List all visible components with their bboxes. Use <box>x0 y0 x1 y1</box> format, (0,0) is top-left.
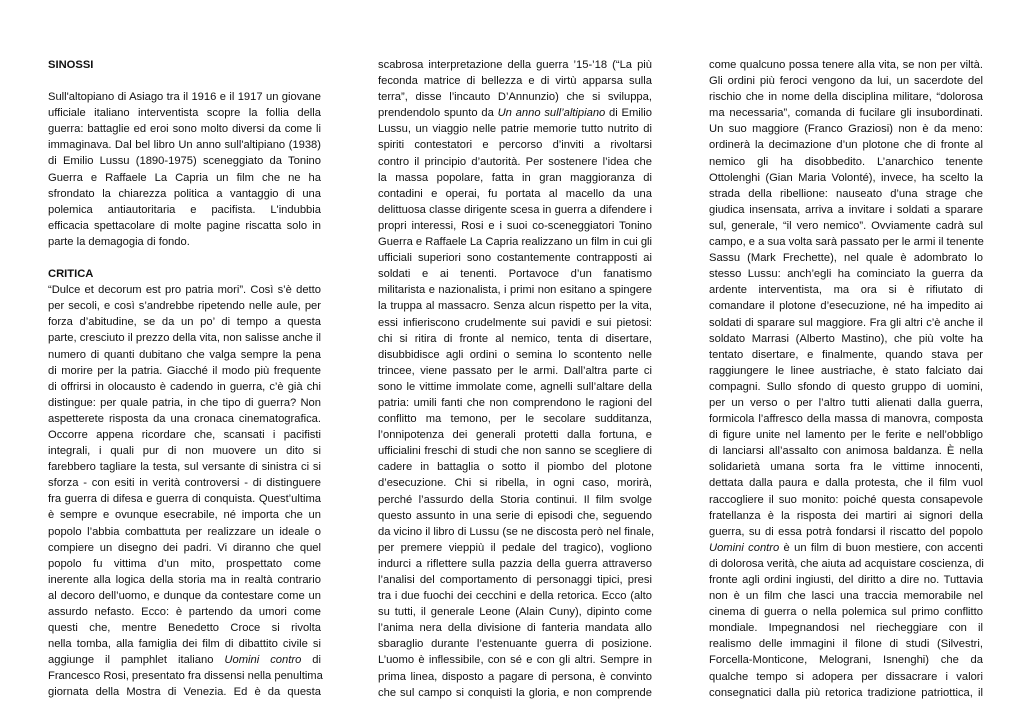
text-line: è sempre e ovunque esecrabile, né importa che un <box>48 509 321 522</box>
text-line: mondiale. Impegnandosi nel riecheggiare con il <box>709 622 983 635</box>
text-line: popolo fu vittima d’un mito, prospettato come <box>48 557 321 570</box>
text-line: rischio che in nome della disciplina militare, “dolorosa <box>709 91 983 104</box>
text-line: indurci a riflettere sulla pazzia della guerra attraverso <box>378 557 652 570</box>
text-line: immaginava. Dal bel libro Un anno sull'altipiano (1938) <box>48 139 321 152</box>
text-line: la massa popolare, fatta in gran maggioranza di <box>378 171 652 184</box>
text-line: raccogliere il suo monito: poiché questa consapevole <box>709 493 983 506</box>
column-right <box>709 57 983 701</box>
text-line: che sul campo si conquisti la gloria, e non comprende <box>378 686 652 699</box>
text-line: ordinerà la decimazione d’un plotone che di fronte al <box>709 139 983 152</box>
text-line: campo, e a sua volta sarà passato per le armi il tenente <box>709 236 984 249</box>
text-line: soldati di sparare sul maggiore. Fra gli altri c’è anche il <box>709 316 983 329</box>
text-line: non è un film che lasci una traccia memorabile nel <box>709 590 983 603</box>
text-line: essi infieriscono crudelmente sui pavidi e sui pietosi: <box>378 316 652 329</box>
text-line: nemico gli ha disobbedito. L’anarchico tenente <box>709 155 983 168</box>
text-line: cinema di guerra o nella polemica sul primo conflitto <box>709 606 983 619</box>
text-line: delittuosa classe dirigente scesa in guerra a difendere i <box>378 203 652 216</box>
text-line: Lussu, un viaggio nelle patrie memorie tutto nutrito di <box>378 123 652 136</box>
text-line: di dolorosa verità, che aiuta ad acquistare coscienza, di <box>709 557 984 570</box>
text-line: nella tomba, alla famiglia dei film di dibattito civile si <box>48 638 321 651</box>
text-line: sono le vittime immolate come, agnelli sull’altare della <box>378 380 652 393</box>
text-line: L’uomo è inflessibile, con sé e con gli altri. Sempre in <box>378 654 652 667</box>
text-line: ufficialini freschi di studi che non sanno se scegliere di <box>378 445 652 458</box>
text-line: per un verso o per l’altro tutti alienati dalla guerra, <box>709 396 983 409</box>
text-line: ufficiali superiori sono costantemente contrapposti ai <box>378 252 652 265</box>
text-line: di offrirsi in olocausto è cadendo in guerra, c’è già chi <box>48 380 321 393</box>
text-line: la truppa al massacro. Senza alcun rispetto per la vita, <box>378 300 652 313</box>
text-line: d’esecuzione. Chi si ribella, in ogni caso, morirà, <box>378 477 652 490</box>
film-title: Uomini contro <box>224 654 302 667</box>
text-line: tra i due fuochi dei cecchini e della retorica. Ecco (alto <box>378 590 652 603</box>
text-line: propri interessi, Rosi e i suoi co-sceneggiatori Tonino <box>378 219 652 232</box>
text-line: contro il principio d’autorità. Per sostenere l’idea che <box>378 155 652 168</box>
text-line: Sassu (Mark Frechette), nel quale è adombrato lo <box>709 252 983 265</box>
text-line: fratellanza è la risposta dei martiri ai signori della <box>709 509 983 522</box>
text-line: contadini e operai, fu portata al macello da una <box>378 187 652 200</box>
text-line: giudica insensata, arriva a invitare i soldati a sparare <box>709 203 983 216</box>
text-line: prendendolo spunto da Un anno sull’altipiano di Emilio <box>378 107 652 120</box>
text-line: trincee, viene passato per le armi. Dall’altra parte ci <box>378 364 652 377</box>
text-line: Uomini contro è un film di buon mestiere, con accenti <box>709 541 983 554</box>
text-line: Guerra e Raffaele La Capria un film che ne ha <box>48 171 321 184</box>
text-line: spiriti contestatori e percorso d’inviti a rivoltarsi <box>378 139 652 152</box>
text-line: chi si ritira di fronte al nemico, tenta di disertare, <box>378 332 652 345</box>
text-line: di figure unite nel lamento per le ferite e nell’obbligo <box>709 429 983 442</box>
text-line: parte la demagogia di fondo. <box>48 235 190 248</box>
text-line: feconda matrice di bellezza e di virtù apparsa sulla <box>378 75 652 88</box>
text-line: inerente alla logica della storia ma in realtà contrario <box>48 573 321 586</box>
text-line: ufficiale italiano interventista scopre la follia della <box>48 107 321 120</box>
text-line: Ottolenghi (Gian Maria Volonté), invece, ha scelto la <box>709 171 983 184</box>
text-line: distingue: per quale patria, in che tipo di guerra? Non <box>48 396 321 409</box>
text-line: l’analisi del comportamento di personaggi tipici, presi <box>378 574 652 586</box>
text-line: cadere in battaglia o sotto il piombo del plotone <box>378 461 652 474</box>
text-line: parte, cresciuto il prezzo della vita, non salisse anche il <box>48 332 321 345</box>
text-line: fra guerra di difesa e guerra di conquista. Quest’ultima <box>48 493 321 506</box>
text-line: Un suo maggiore (Franco Graziosi) non è da meno: <box>709 123 983 136</box>
text-block <box>378 121 655 700</box>
text-line: sul, generale, “il vero nemico”. Ovviamente cadrà sul <box>709 219 983 232</box>
text-line: prima linea, disposto a pagare di persona, è convinto <box>378 670 652 683</box>
text-line: integrali, i quali pur di non muovere un dito si <box>48 445 321 458</box>
text-line: Sull'altopiano di Asiago tra il 1916 e il 1917 un giovane <box>48 91 321 104</box>
text-line: raggiungere le linee austriache, è stato falciato dai <box>709 364 983 377</box>
critica-heading: CRITICA <box>48 268 94 281</box>
text-line: di lanciarsi all’assalto con animosa baldanza. È nella <box>709 445 983 458</box>
text-line: compagni. Sullo sfondo di questo gruppo di uomini, <box>709 380 983 393</box>
text-line: perché l’assurdo della Storia continui. Il film svolge <box>378 493 652 506</box>
text-line: sfrondato la chiarezza politica a vantaggio di una <box>48 187 321 200</box>
text-line: ma necessaria”, comanda di fucilare gli insubordinati. <box>709 107 983 120</box>
text-line: aspetterete risposta da una cronaca cinematografica. <box>48 412 321 425</box>
text-line: tentato disertare, e finalmente, quando stava per <box>709 348 983 361</box>
text-line: conflitto ma temono, per le secolare sudditanza, <box>378 413 652 426</box>
book-title: Un anno sull’altipiano <box>497 107 606 120</box>
text-line: per secoli, e così s’andrebbe ripetendo nelle aule, per <box>48 300 321 313</box>
text-line: aggiunge il pamphlet italiano Uomini contro di <box>48 654 322 667</box>
text-line: scabrosa interpretazione della guerra ’15-’18 (“La più <box>378 59 652 71</box>
text-line: guerra: battaglie ed eroi sono molto diversi da come li <box>48 123 321 136</box>
text-line: su tutti, il generale Leone (Alain Cuny), dipinto come <box>378 606 652 619</box>
text-line: da vicino il libro di Lussu (se ne discosta però nel finale, <box>378 525 655 538</box>
text-line: guerra, su di essa potrà fondarsi il riscatto del popolo <box>709 525 983 538</box>
text-line: militarista e nazionalista, i primi non esitano a spingere <box>378 284 652 297</box>
text-line: di morire per la patria. Giacché il modo più frequente <box>48 364 321 377</box>
text-line: assurdo nefasto. Ecco: è partendo da umori come <box>48 606 321 618</box>
text-line: sforza - con esiti in verità controversi - di distinguere <box>48 477 321 490</box>
text-line: giornata della Mostra di Venezia. Ed è da questa <box>48 686 321 699</box>
text-block <box>709 57 983 540</box>
text-line: efficacia spettacolare di molte pagine riscatta solo in <box>48 219 321 232</box>
text-line: soldato Marrasi (Alberto Mastino), che più volte ha <box>709 332 983 345</box>
text-line: realismo delle immagini il filone di studi (Silvestri, <box>709 638 983 651</box>
column-left <box>48 57 321 701</box>
text-line: compiere un disegno dei padri. Vi diranno che quel <box>48 541 321 554</box>
text-line: terra”, disse l’incauto D’Annunzio) che si sviluppa, <box>378 91 652 104</box>
text-block <box>709 556 983 701</box>
text-line: soldati e ai tenenti. Portavoce d’un fanatismo <box>378 268 652 281</box>
text-line: forza d’abitudine, se da un po’ di tempo a questa <box>48 316 321 329</box>
text-line: Guerra e Raffaele La Capria realizzano un film in cui gli <box>378 236 653 249</box>
column-middle <box>378 57 655 701</box>
text-line: stesso Lussu: anch’egli ha cominciato la guerra da <box>709 268 983 281</box>
synopsis-paragraph <box>48 89 321 250</box>
text-line: ardente interventista, ma ora si è rifiutato di <box>709 284 983 297</box>
text-line: per premere vieppiù il pedale del tragico), vogliono <box>378 541 652 554</box>
text-line: farebbero tagliare la testa, sul versante di sinistra ci si <box>48 461 321 474</box>
film-title: Uomini contro <box>709 541 780 554</box>
text-block <box>378 57 652 105</box>
text-line: disubbidisce agli ordini o semina lo scontento nelle <box>378 348 652 361</box>
text-line: numero di quanti dubitano che valga sempre la pena <box>48 348 321 361</box>
text-line: l’anima nera della divisione di fanteria mandata allo <box>378 622 652 635</box>
text-line: questi che, mentre Benedetto Croce si rivolta <box>48 622 321 635</box>
critica-paragraph <box>48 282 321 652</box>
text-line: polemica antiautoritaria e pacifista. L'indubbia <box>48 203 321 216</box>
text-line: Occorre appena ricordare che, scansati i pacifisti <box>48 428 321 441</box>
text-line: sbaraglio durante l’estenuante guerra di posizione. <box>378 638 652 651</box>
text-line: patria: umili fanti che non comprendono le ragioni del <box>378 396 652 409</box>
text-line: al decoro dell’uomo, e dunque da contestare come un <box>48 589 321 602</box>
text-line: “Dulce et decorum est pro patria mori”. Così s’è detto <box>48 284 321 297</box>
text-line: formicola l’affresco della massa di manovra, composta <box>709 413 983 426</box>
text-line: l’onnipotenza dei generali protetti dalla fortuna, e <box>378 429 652 442</box>
text-line: solidarietà umana sorta fra le vittime innocenti, <box>709 461 983 474</box>
text-line: come qualcuno possa tenere alla vita, se non per viltà. <box>709 59 983 71</box>
text-line: questo assunto in una serie di episodi che, seguendo <box>378 509 652 522</box>
text-line: di Emilio Lussu (1890-1975) sceneggiato da Tonino <box>48 155 321 168</box>
synopsis-heading: SINOSSI <box>48 59 94 71</box>
text-line: popolo l’abbia combattuta per realizzare un ideale o <box>48 525 321 538</box>
text-line: comandare il plotone d’esecuzione, né ha impedito ai <box>709 300 983 313</box>
critica-continuation <box>48 668 321 700</box>
text-line: Francesco Rosi, presentato fra dissensi nella penultima <box>48 670 323 683</box>
text-line: Forcella-Monticone, Melograni, Isnenghi) che da <box>709 654 983 667</box>
text-line: Gli ordini più feroci vengono da lui, un sacerdote del <box>709 75 983 88</box>
text-line: qualche tempo si adopera per dissacrare i valori <box>709 670 983 683</box>
text-line: strada della ribellione: nauseato d’una strage che <box>709 187 983 200</box>
text-line: fronte agli ordini ingiusti, del diritto a dire no. Tuttavia <box>709 574 983 586</box>
text-line: consegnatici dalla più retorica tradizione patriottica, il <box>709 686 983 699</box>
text-line: dettata dalla paura e dalla protesta, che il film vuol <box>709 477 983 490</box>
